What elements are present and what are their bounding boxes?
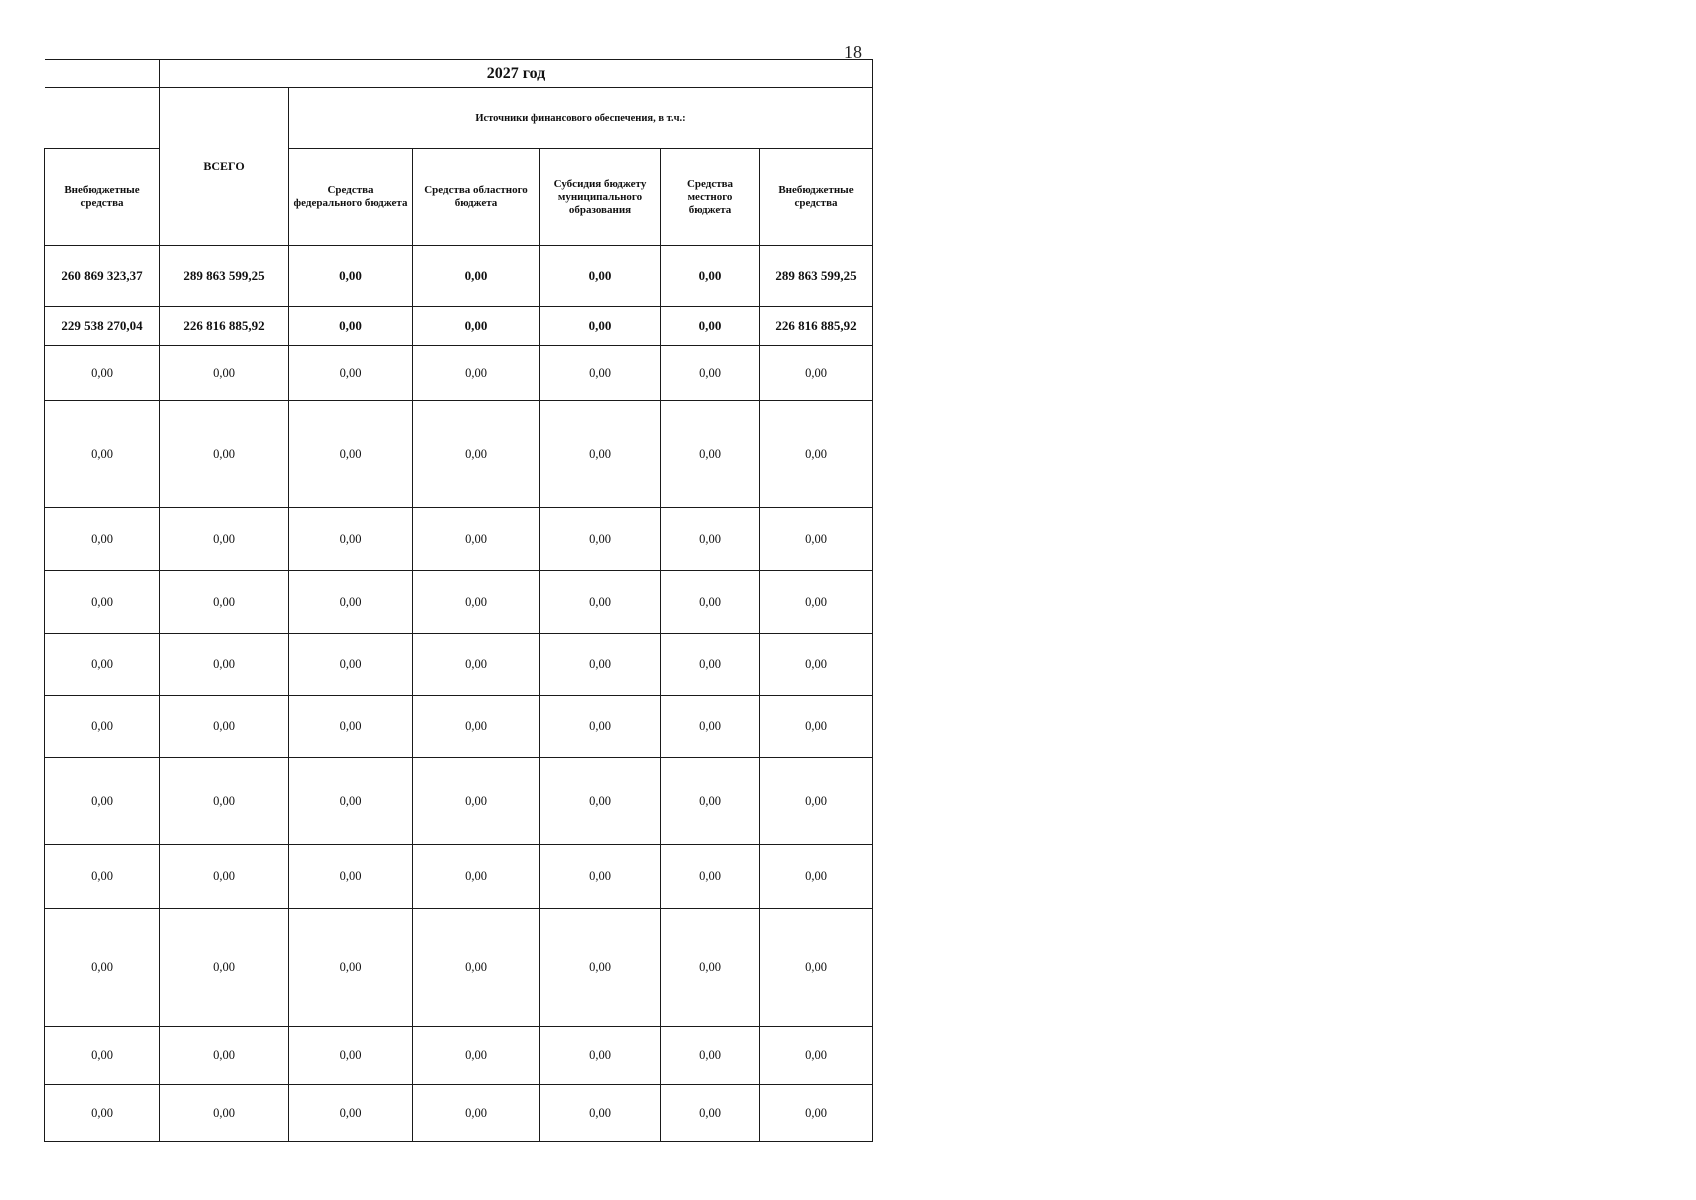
table-cell: 0,00 <box>413 696 540 758</box>
budget-table <box>44 59 873 1142</box>
table-cell: 0,00 <box>160 401 289 508</box>
table-cell: 0,00 <box>45 1085 160 1142</box>
table-cell: 260 869 323,37 <box>45 246 160 307</box>
table-cell: 0,00 <box>160 696 289 758</box>
table-cell: 0,00 <box>45 508 160 571</box>
table-row <box>45 401 873 508</box>
table-cell: 0,00 <box>540 909 661 1027</box>
table-cell: 0,00 <box>289 508 413 571</box>
table-cell: 0,00 <box>540 845 661 909</box>
table-row <box>45 307 873 346</box>
table-cell: 0,00 <box>289 845 413 909</box>
sources-header: Источники финансового обеспечения, в т.ч.: <box>289 88 873 149</box>
table-cell: 226 816 885,92 <box>160 307 289 346</box>
table-cell: 0,00 <box>160 346 289 401</box>
table-cell: 0,00 <box>160 758 289 845</box>
table-cell: 0,00 <box>160 1027 289 1085</box>
table-row <box>45 634 873 696</box>
total-header: ВСЕГО <box>160 88 289 246</box>
table-cell: 0,00 <box>289 1085 413 1142</box>
table-cell: 0,00 <box>160 571 289 634</box>
table-cell: 289 863 599,25 <box>760 246 873 307</box>
table-row <box>45 909 873 1027</box>
table-cell: 0,00 <box>289 634 413 696</box>
table-cell: 0,00 <box>160 508 289 571</box>
table-cell: 0,00 <box>760 508 873 571</box>
table-cell: 0,00 <box>661 1085 760 1142</box>
table-cell: 0,00 <box>289 246 413 307</box>
year-header: 2027 год <box>160 60 873 88</box>
table-cell: 0,00 <box>540 1027 661 1085</box>
table-cell: 0,00 <box>45 634 160 696</box>
table-cell: 0,00 <box>413 401 540 508</box>
table-cell: 0,00 <box>760 909 873 1027</box>
table-row <box>45 246 873 307</box>
table-cell: 289 863 599,25 <box>160 246 289 307</box>
table-cell: 0,00 <box>661 401 760 508</box>
local-budget-header: Средства местного бюджета <box>661 149 760 246</box>
table-cell: 0,00 <box>160 845 289 909</box>
table-cell: 0,00 <box>289 1027 413 1085</box>
table-cell: 0,00 <box>289 696 413 758</box>
table-cell: 0,00 <box>160 1085 289 1142</box>
table-cell: 0,00 <box>661 1027 760 1085</box>
table-cell: 0,00 <box>661 909 760 1027</box>
table-row <box>45 1085 873 1142</box>
table-cell: 0,00 <box>540 696 661 758</box>
table-cell: 0,00 <box>160 909 289 1027</box>
table-cell: 0,00 <box>760 696 873 758</box>
table-cell: 0,00 <box>413 845 540 909</box>
table-cell: 0,00 <box>413 758 540 845</box>
header-blank-cell <box>45 60 160 88</box>
table-cell: 0,00 <box>760 401 873 508</box>
table-cell: 0,00 <box>540 758 661 845</box>
table-cell: 0,00 <box>45 1027 160 1085</box>
table-cell: 0,00 <box>413 307 540 346</box>
table-cell: 0,00 <box>45 346 160 401</box>
table-cell: 0,00 <box>289 307 413 346</box>
table-cell: 0,00 <box>413 571 540 634</box>
table-row <box>45 346 873 401</box>
table-cell: 0,00 <box>413 909 540 1027</box>
table-cell: 0,00 <box>289 758 413 845</box>
table-cell: 0,00 <box>413 634 540 696</box>
table-cell: 0,00 <box>661 571 760 634</box>
table-cell: 0,00 <box>413 508 540 571</box>
table-cell: 0,00 <box>45 845 160 909</box>
header-blank-cell <box>45 88 160 149</box>
table-cell: 0,00 <box>540 246 661 307</box>
table-cell: 0,00 <box>540 1085 661 1142</box>
federal-budget-header: Средства федерального бюджета <box>289 149 413 246</box>
table-cell: 0,00 <box>661 696 760 758</box>
page-number: 18 <box>844 42 862 62</box>
prev-extrabudget-header: Внебюджетные средства <box>45 149 160 246</box>
table-cell: 0,00 <box>289 909 413 1027</box>
table-row <box>45 696 873 758</box>
subsidy-header: Субсидия бюджету муниципального образования <box>540 149 661 246</box>
table-cell: 0,00 <box>160 634 289 696</box>
regional-budget-header: Средства областного бюджета <box>413 149 540 246</box>
table-cell: 0,00 <box>45 909 160 1027</box>
table-row <box>45 1027 873 1085</box>
table-cell: 0,00 <box>289 346 413 401</box>
table-row <box>45 845 873 909</box>
table-row <box>45 758 873 845</box>
table-cell: 0,00 <box>413 346 540 401</box>
table-cell: 0,00 <box>661 634 760 696</box>
table-cell: 0,00 <box>760 758 873 845</box>
table-row <box>45 571 873 634</box>
table-cell: 0,00 <box>661 508 760 571</box>
table-cell: 0,00 <box>540 401 661 508</box>
table-cell: 0,00 <box>661 246 760 307</box>
table-cell: 0,00 <box>540 634 661 696</box>
table-cell: 0,00 <box>540 508 661 571</box>
table-cell: 0,00 <box>760 1027 873 1085</box>
table-cell: 0,00 <box>540 346 661 401</box>
table-cell: 0,00 <box>661 346 760 401</box>
table-cell: 0,00 <box>289 401 413 508</box>
table-cell: 0,00 <box>45 696 160 758</box>
table-cell: 0,00 <box>661 845 760 909</box>
table-cell: 0,00 <box>760 1085 873 1142</box>
table-cell: 0,00 <box>760 571 873 634</box>
table-cell: 0,00 <box>661 758 760 845</box>
table-cell: 0,00 <box>760 346 873 401</box>
table-cell: 229 538 270,04 <box>45 307 160 346</box>
table-cell: 0,00 <box>760 845 873 909</box>
table-cell: 0,00 <box>45 758 160 845</box>
extrabudget-header: Внебюджетные средства <box>760 149 873 246</box>
table-cell: 0,00 <box>289 571 413 634</box>
table-cell: 0,00 <box>413 1085 540 1142</box>
table-cell: 0,00 <box>540 307 661 346</box>
table-row <box>45 508 873 571</box>
table-cell: 0,00 <box>413 246 540 307</box>
table-cell: 0,00 <box>45 401 160 508</box>
table-cell: 0,00 <box>661 307 760 346</box>
table-cell: 0,00 <box>760 634 873 696</box>
table-cell: 0,00 <box>540 571 661 634</box>
table-cell: 0,00 <box>45 571 160 634</box>
table-cell: 226 816 885,92 <box>760 307 873 346</box>
table-cell: 0,00 <box>413 1027 540 1085</box>
